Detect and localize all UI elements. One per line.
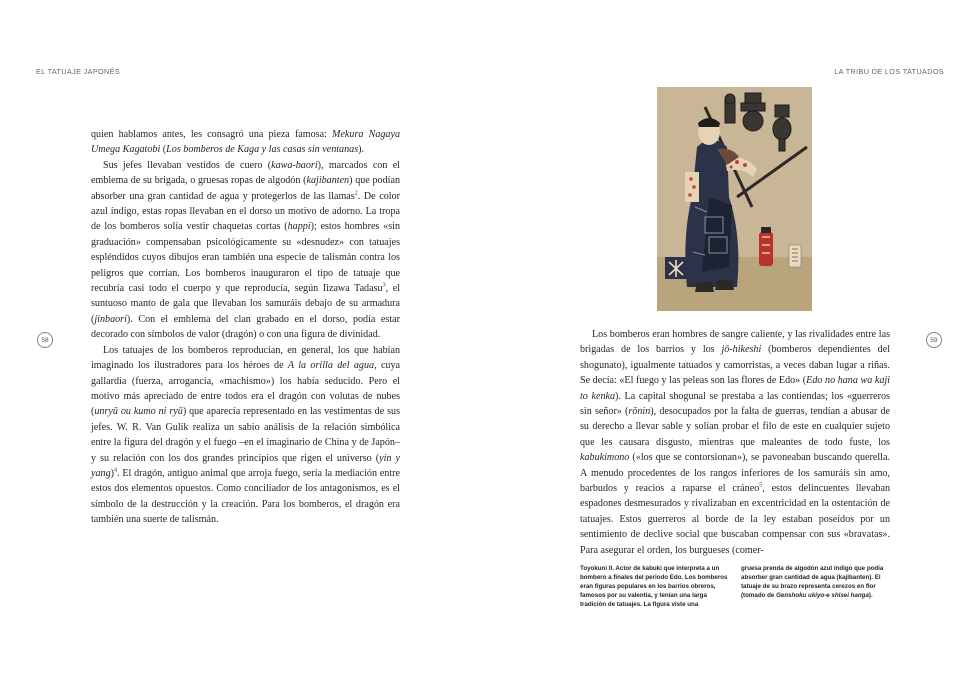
paragraph: quien hablamos antes, les consagró una pieza famosa: Mekura Nagaya Umega Kagatobi (Los bomberos de Kaga y las casas sin ventanas). (91, 129, 400, 156)
left-page-text (91, 127, 400, 528)
running-head-left: EL TATUAJE JAPONÉS (36, 67, 121, 76)
footnote-ref: 2 (354, 190, 358, 197)
paragraph: Los tatuajes de los bomberos reproducían, en general, los que habían imaginado los ilustradores para los héroes de A la orilla del agua, cuya gallardía (fuerza, arrogancia, «machismo») los había seducido. Pero el motivo más apreciado de entre todos era el dragón con volutas de nubes (unryū ou kumo ni ryū) que aparecía representado en las vestimentas de sus jefes. W. R. Van Gulik realiza un sabio análisis de la relación simbólica entre la figura del dragón y el fuego –en el imaginario de China y de Japón– y su relación con los dos grandes principios que rigen el universo (yin y yang)$^4$. El dragón, antiguo animal que arroja fuego, sería la mediación entre estos dos elementos opuestos. Como conciliador de los antagonismos, es el símbolo de la destrucción y la creación. Para los bomberos, el dragón era también una suerte de talismán. (91, 344, 400, 526)
paragraph: Sus jefes llevaban vestidos de cuero (kawa-baori), marcados con el emblema de su brigada, o gruesas ropas de algodón (kajibanten) que podían absorber una gran cantidad de agua y protegerlos de las llamas$^2$. De color azul índigo, estas ropas llevaban en el dorso un motivo de adorno. La tropa de los bomberos solía vestir chaquetas cortas (happi); estos hombres «sin graduación» compensaban psicológicamente su «desnudez» con tatuajes espléndidos cuyos dibujos eran también una especie de talismán contra los peligros que corrían. Los bomberos inauguraron el tipo de tatuaje que recubría casi todo el cuerpo y que reproducía, según Iizawa Tadasu$^3$, el suntuoso manto de gala que llevaban los samuráis debajo de su armadura (jinbaori). Con el emblema del clan grabado en el dorso, podía estar decorado con símbolos de valor (dragón) o con una figura de divinidad. (91, 159, 400, 341)
page-number-left: 58 (37, 332, 53, 348)
right-page-text (580, 327, 890, 558)
image-caption-part2: gruesa prenda de algodón azul índigo que podía absorber gran cantidad de agua (kajibanten). El tatuaje de su brazo representa cerezos en flor (tomado de Genshoku ukiyo-e shisei hanga). (741, 565, 884, 599)
image-caption-part1: Toyokuni II. Actor de kabuki que interpreta a un bombero a finales del periodo Edo. Los bomberos eran figuras populares en los barrios obreros, famosos por su valentía, y tenían una larga tradición de tatuajes. La figura viste una (580, 565, 728, 608)
firefighter-illustration (657, 87, 812, 311)
ukiyo-e-print-image (657, 87, 812, 311)
footnote-ref: 3 (382, 282, 386, 289)
running-head-right: LA TRIBU DE LOS TATUADOS (834, 67, 944, 76)
paragraph: Los bomberos eran hombres de sangre caliente, y las rivalidades entre las brigadas de los barrios y los jō-hikeshi (bomberos dependientes del shogunato), igualmente tatuados y camorristas, a veces daban lugar a riñas. Se decía: «El fuego y las peleas son las flores de Edo» (Edo no hana wa kaji to kenka). La capital shogunal se prestaba a las contiendas; los «guerreros sin señor» (rōnin), desocupados por la falta de guerras, tendían a abusar de su derecho a llevar sable y solían probar el filo de este en cualquier sujeto que les causara disgusto, mientras que maleantes de todo fuste, los kabukimono («los que se contorsionan»), se pavoneaban buscando querella. A menudo procedentes de los rangos inferiores de los samuráis sin amo, barbudos y reacios a raparse el cráneo$^5$, estos delincuentes llevaban espadones desmesurados y rivalizaban en excentricidad en la ostentación de tatuajes. Estos guerreros al borde de la ley estaban poseídos por un sentimiento de declive social que buscaban compensar con sus «bravatas». Para asegurar el orden, los burgueses (comer- (580, 329, 891, 556)
page-number-right: 59 (926, 332, 942, 348)
footnote-ref: 5 (759, 482, 763, 489)
footnote-ref: 4 (114, 467, 117, 474)
